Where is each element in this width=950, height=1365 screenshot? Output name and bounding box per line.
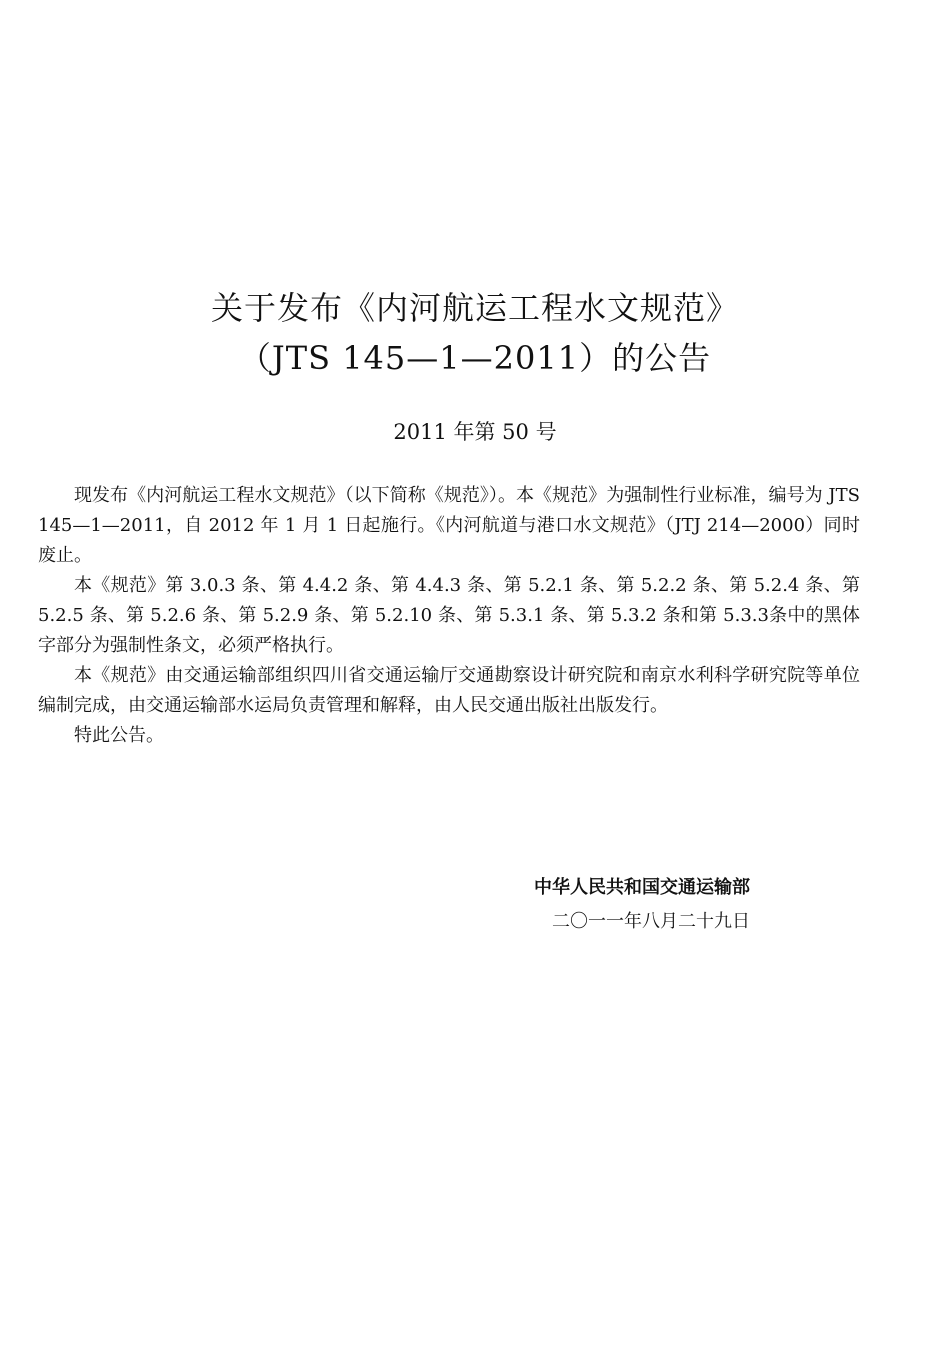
title-line-2: （JTS 145—1—2011）的公告 [238, 339, 712, 377]
announcement-body [38, 481, 860, 751]
paragraph-compilation: 本《规范》由交通运输部组织四川省交通运输厅交通勘察设计研究院和南京水利科学研究院等单位编制完成，由交通运输部水运局负责管理和解释，由人民交通出版社出版发行。 [38, 665, 860, 716]
paragraph-mandatory-clauses: 本《规范》第 3.0.3 条、第 4.4.2 条、第 4.4.3 条、第 5.2.1 条、第 5.2.2 条、第 5.2.4 条、第 5.2.5 条、第 5.2.6 条、第 5.2.9 条、第 5.2.10 条、第 5.3.1 条、第 5.3.2 条和第 5.3.3条中的黑体字部分为强制性条文，必须严格执行。 [38, 575, 860, 656]
paragraph-closing: 特此公告。 [74, 725, 164, 746]
issuing-organization: 中华人民共和国交通运输部 [534, 877, 750, 898]
paragraph-publication: 现发布《内河航运工程水文规范》（以下简称《规范》）。本《规范》为强制性行业标准，编号为 JTS 145—1—2011，自 2012 年 1 月 1 日起施行。《内河航道与港口水文规范》（JTJ 214—2000）同时废止。 [38, 485, 860, 566]
announcement-number: 2011 年第 50 号 [393, 420, 557, 444]
issue-date: 二〇一一年八月二十九日 [552, 911, 750, 932]
title-line-1: 关于发布《内河航运工程水文规范》 [210, 289, 739, 327]
